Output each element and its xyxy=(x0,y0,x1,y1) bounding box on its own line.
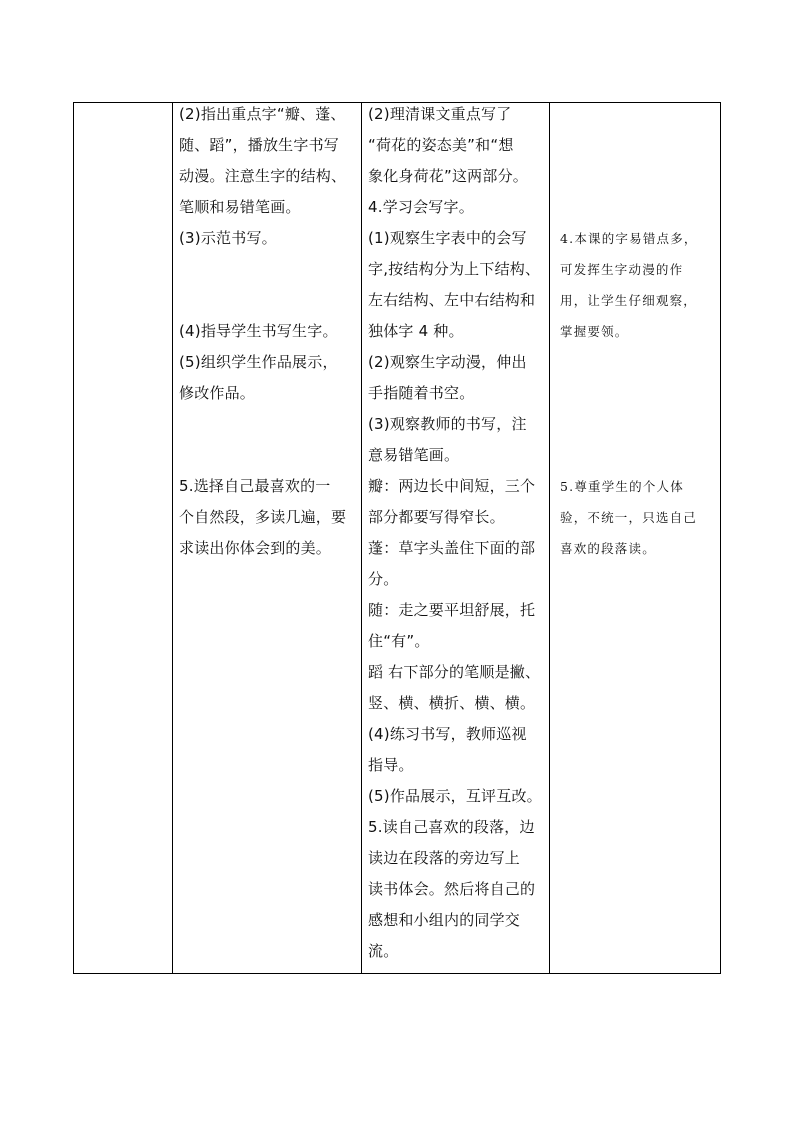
text-line: 4.本课的字易错点多， xyxy=(560,231,698,246)
text-line: 瓣：两边长中间短，三个 xyxy=(368,477,536,495)
table-row xyxy=(74,103,721,974)
text-line: 感想和小组内的同学交 xyxy=(368,911,521,929)
text-line: 住“有”。 xyxy=(368,632,430,650)
text-line: 蹈 右下部分的笔顺是撇、 xyxy=(368,663,541,681)
text-line: 可发挥生字动漫的作 xyxy=(560,262,684,277)
design-note-cell xyxy=(550,103,721,974)
text-line: (2)观察生字动漫，伸出 xyxy=(368,353,527,371)
text-line: 5.选择自己最喜欢的一 xyxy=(179,477,331,495)
text-line: 掌握要领。 xyxy=(560,324,629,339)
text-line: “荷花的姿态美”和“想 xyxy=(368,136,514,154)
text-line: (1)观察生字表中的会写 xyxy=(368,229,527,247)
text-line: 竖、横、横折、横、横。 xyxy=(368,694,536,712)
text-line: 修改作品。 xyxy=(179,384,256,402)
text-line: (4)练习书写，教师巡视 xyxy=(368,725,527,743)
text-line: 独体字 4 种。 xyxy=(368,322,464,340)
text-line: 字,按结构分为上下结构、 xyxy=(368,260,541,278)
text-line: 流。 xyxy=(368,942,399,960)
text-line: 验，不统一，只选自己 xyxy=(560,510,698,525)
text-line: (2)理清课文重点写了 xyxy=(368,105,512,123)
text-line: 分。 xyxy=(368,570,399,588)
text-line: 求读出你体会到的美。 xyxy=(179,539,332,557)
stage-cell xyxy=(74,103,173,974)
text-line: (5)组织学生作品展示， xyxy=(179,353,338,371)
text-line: 随、蹈”，播放生字书写 xyxy=(179,136,339,154)
text-line: 蓬：草字头盖住下面的部 xyxy=(368,539,536,557)
text-line: 5.读自己喜欢的段落，边 xyxy=(368,818,535,836)
text-line: (3)示范书写。 xyxy=(179,229,277,247)
text-line: 喜欢的段落读。 xyxy=(560,541,656,556)
text-line: (3)观察教师的书写，注 xyxy=(368,415,527,433)
text-line: (2)指出重点字“瓣、蓬、 xyxy=(179,105,346,123)
text-line: 左右结构、左中右结构和 xyxy=(368,291,536,309)
text-line: 指导。 xyxy=(368,756,414,774)
text-line: 动漫。注意生字的结构、 xyxy=(179,167,347,185)
text-line: 手指随着书空。 xyxy=(368,384,475,402)
teacher-activity-cell xyxy=(173,103,362,974)
text-line: 4.学习会写字。 xyxy=(368,198,474,216)
text-line: 象化身荷花”这两部分。 xyxy=(368,167,528,185)
text-line: 随：走之要平坦舒展，托 xyxy=(368,601,536,619)
text-line: 意易错笔画。 xyxy=(368,446,460,464)
lesson-plan-table xyxy=(73,102,721,974)
text-line: (4)指导学生书写生字。 xyxy=(179,322,338,340)
text-line: 读书体会。然后将自己的 xyxy=(368,880,536,898)
text-line: 读边在段落的旁边写上 xyxy=(368,849,521,867)
student-activity-cell xyxy=(362,103,550,974)
text-line: 5.尊重学生的个人体 xyxy=(560,479,684,494)
text-line: 部分都要写得窄长。 xyxy=(368,508,505,526)
text-line: (5)作品展示，互评互改。 xyxy=(368,787,542,805)
text-line: 笔顺和易错笔画。 xyxy=(179,198,301,216)
text-line: 用，让学生仔细观察， xyxy=(560,293,698,308)
text-line: 个自然段，多读几遍，要 xyxy=(179,508,347,526)
